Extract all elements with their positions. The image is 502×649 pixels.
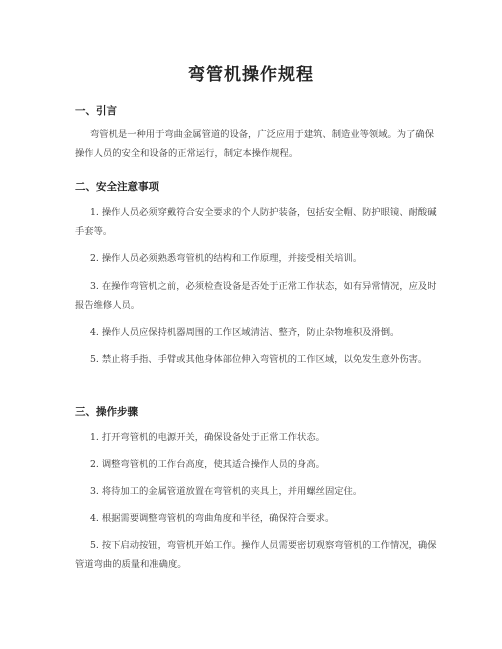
section-heading-safety: 二、安全注意事项	[75, 181, 159, 193]
paragraph	[75, 323, 437, 342]
paragraph-text: 1. 打开弯管机的电源开关，确保设备处于正常工作状态。	[90, 432, 325, 443]
paragraph-text: 2. 调整弯管机的工作台高度，使其适合操作人员的身高。	[90, 459, 325, 470]
paragraph	[75, 249, 437, 268]
document-title: 弯管机操作规程	[188, 65, 314, 85]
paragraph	[75, 350, 437, 369]
paragraph	[75, 428, 437, 447]
paragraph	[75, 536, 437, 574]
section-heading-introduction: 一、引言	[75, 105, 117, 117]
paragraph-text: 3. 将待加工的金属管道放置在弯管机的夹具上，并用螺丝固定住。	[90, 486, 363, 497]
paragraph-text: 弯管机是一种用于弯曲金属管道的设备，广泛应用于建筑、制造业等领域。为了确保操作人员的安全和设备的正常运行，制定本操作规程。	[75, 129, 434, 159]
paragraph	[75, 125, 437, 163]
paragraph-text: 2. 操作人员必须熟悉弯管机的结构和工作原理，并接受相关培训。	[90, 253, 363, 264]
paragraph	[75, 277, 437, 315]
paragraph-text: 4. 根据需要调整弯管机的弯曲角度和半径，确保符合要求。	[90, 513, 335, 524]
section-heading-steps: 三、操作步骤	[75, 406, 138, 418]
paragraph-text: 5. 按下启动按钮，弯管机开始工作。操作人员需要密切观察弯管机的工作情况，确保管道弯曲的质量和准确度。	[75, 540, 437, 570]
paragraph	[75, 455, 437, 474]
paragraph-text: 1. 操作人员必须穿戴符合安全要求的个人防护装备，包括安全帽、防护眼镜、耐酸碱手套等。	[75, 207, 437, 237]
paragraph	[75, 203, 437, 241]
paragraph	[75, 509, 437, 528]
paragraph-text: 3. 在操作弯管机之前，必须检查设备是否处于正常工作状态，如有异常情况，应及时报告维修人员。	[75, 281, 437, 311]
paragraph-text: 5. 禁止将手指、手臂或其他身体部位伸入弯管机的工作区域，以免发生意外伤害。	[90, 354, 428, 365]
paragraph	[75, 482, 437, 501]
paragraph-text: 4. 操作人员应保持机器周围的工作区域清洁、整齐，防止杂物堆积及滑倒。	[90, 327, 400, 338]
